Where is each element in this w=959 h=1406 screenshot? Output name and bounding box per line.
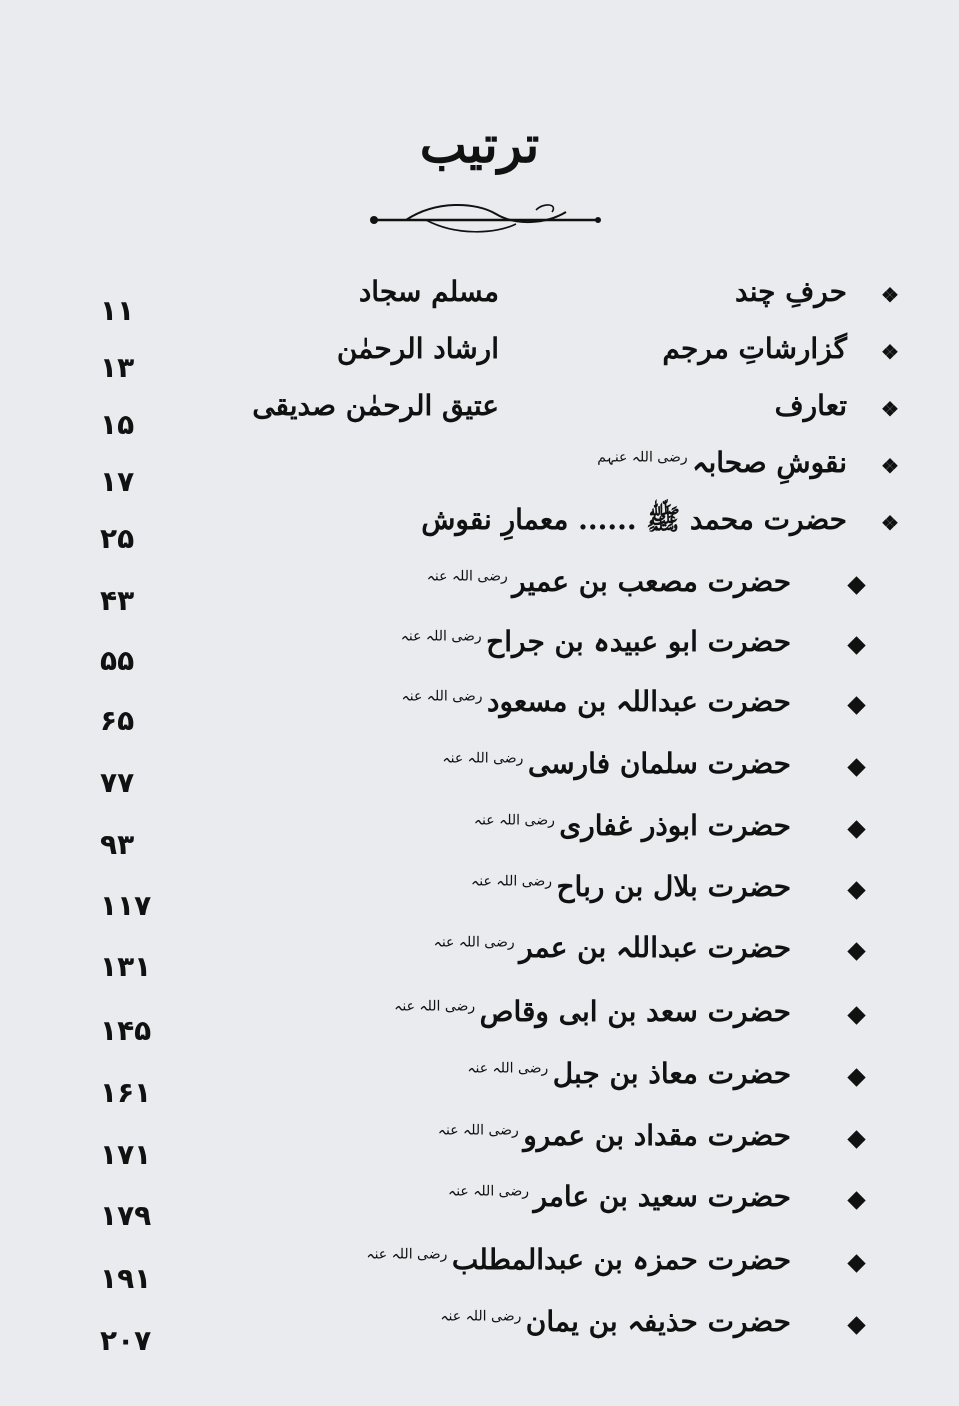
- diamond-bullet-icon: [847, 1068, 865, 1086]
- toc-entry-title: [735, 274, 847, 310]
- toc-page-number: ۲۰۷: [100, 1324, 152, 1357]
- toc-entry-title: [427, 564, 791, 600]
- toc-entry-title: [401, 624, 791, 660]
- toc-entry-title-text: حضرت بلال بن رباح: [556, 870, 791, 903]
- toc-entry-title: [402, 684, 791, 720]
- toc-page-number: ۲۵: [100, 522, 135, 555]
- toc-entry-title-text: حضرت سعد بن ابی وقاص: [479, 995, 791, 1028]
- diamond-bullet-icon: [847, 696, 865, 714]
- toc-entry-title: [467, 1056, 791, 1092]
- toc-entry-author: عتیق الرحمٰن صدیقی: [252, 389, 499, 422]
- toc-entry: [0, 560, 959, 616]
- honorific: رضی اللہ عنہ: [473, 812, 560, 829]
- toc-entry-author: ارشاد الرحمٰن: [336, 332, 499, 365]
- diamond-bullet-icon: [847, 758, 865, 776]
- honorific: رضی اللہ عنہ: [394, 998, 480, 1015]
- toc-entry-title-text: حضرت عبداللہ بن عمر: [519, 931, 791, 964]
- toc-entry: [0, 1114, 959, 1170]
- toc-entry: [0, 865, 959, 921]
- toc-entry-title-text: حضرت مقداد بن عمرو: [523, 1119, 791, 1152]
- toc-entry-title-text: حضرت معاذ بن جبل: [552, 1057, 791, 1090]
- toc-entry: [0, 742, 959, 798]
- toc-entry-author: مسلم سجاد: [358, 275, 499, 308]
- honorific: رضی اللہ عنہ: [471, 873, 557, 890]
- toc-entry-title: [448, 1179, 791, 1215]
- honorific: رضی اللہ عنہ: [440, 1308, 526, 1325]
- diamond-bullet-icon: [847, 820, 865, 838]
- toc-entry-title: [366, 1242, 791, 1278]
- honorific: رضی اللہ عنہ: [442, 750, 528, 767]
- ornament-bullet-icon: ❖: [881, 283, 899, 307]
- toc-entry-title: [471, 869, 791, 905]
- honorific: رضی اللہ عنہ: [433, 934, 520, 951]
- toc-page-number: ۱۴۵: [100, 1014, 152, 1047]
- toc-entry: [0, 1300, 959, 1356]
- toc-entry: [0, 804, 959, 860]
- toc-entry-title: [440, 1304, 791, 1340]
- honorific: رضی اللہ عنہ: [426, 568, 513, 585]
- ornament-bullet-icon: ❖: [881, 340, 899, 364]
- toc-entry-title-text: حضرت محمد ﷺ ...... معمارِ نقوش: [421, 503, 847, 536]
- toc-entry-title-text: حضرت ابوذر غفاری: [559, 809, 791, 842]
- toc-entry: [0, 498, 959, 554]
- honorific: رضی اللہ عنہ: [366, 1246, 452, 1263]
- ornament-bullet-icon: ❖: [881, 511, 899, 535]
- toc-entry: [0, 1175, 959, 1231]
- toc-entry-title-text: حضرت ابو عبیدہ بن جراح: [486, 625, 791, 658]
- toc-entry-title: [442, 746, 791, 782]
- ornament-bullet-icon: ❖: [881, 397, 899, 421]
- diamond-bullet-icon: [847, 1254, 865, 1272]
- diamond-bullet-icon: [847, 1130, 865, 1148]
- toc-entry-title-text: حضرت سعید بن عامر: [533, 1180, 791, 1213]
- toc-entry: [0, 384, 959, 440]
- toc-page-number: ۷۷: [100, 766, 135, 799]
- diamond-bullet-icon: [847, 881, 865, 899]
- toc-page-number: ۱۳: [100, 351, 135, 384]
- toc-page-number: ۱۱۷: [100, 889, 152, 922]
- honorific: رضی اللہ عنہ: [401, 688, 487, 705]
- toc-page-number: ۱۷۹: [100, 1199, 152, 1232]
- diamond-bullet-icon: [847, 1006, 865, 1024]
- toc-entry-title-text: گزارشاتِ مرجم: [662, 332, 847, 365]
- title-ornament: [366, 190, 606, 240]
- toc-entry: [0, 327, 959, 383]
- toc-page-number: ۶۵: [100, 704, 135, 737]
- toc-entry-title-text: حضرت سلمان فارسی: [527, 747, 791, 780]
- toc-entry-title-text: حضرت مصعب بن عمیر: [512, 565, 791, 598]
- toc-entry-title-text: حضرت عبداللہ بن مسعود: [486, 685, 791, 718]
- toc-page-number: ۱۵: [100, 408, 135, 441]
- toc-page-number: ۱۳۱: [100, 950, 152, 983]
- honorific: رضی اللہ عنہ: [437, 1122, 524, 1139]
- ornament-bullet-icon: ❖: [881, 454, 899, 478]
- toc-entry-title: [421, 502, 847, 538]
- toc-entry-title: [597, 445, 847, 481]
- toc-entry-title-text: حرفِ چند: [735, 275, 847, 308]
- toc-page-number: ۴۳: [100, 584, 135, 617]
- toc-entry-title-text: تعارف: [774, 389, 847, 422]
- toc-entry-title: [474, 808, 791, 844]
- toc-entry: [0, 680, 959, 736]
- toc-page-number: ۱۱: [100, 294, 135, 327]
- toc-entry: [0, 926, 959, 982]
- toc-entry: [0, 620, 959, 676]
- toc-entry: [0, 270, 959, 326]
- toc-entry-title-text: حضرت حذیفہ بن یمان: [525, 1305, 791, 1338]
- toc-entry: [0, 990, 959, 1046]
- page-title: ترتیب: [419, 115, 540, 174]
- toc-entry-title: [434, 930, 791, 966]
- diamond-bullet-icon: [847, 636, 865, 654]
- diamond-bullet-icon: [847, 1191, 865, 1209]
- honorific: رضی اللہ عنہم: [597, 449, 693, 466]
- toc-entry-title: [394, 994, 791, 1030]
- toc-entry-title-text: حضرت حمزہ بن عبدالمطلب: [451, 1243, 791, 1276]
- toc-page-number: ۱۶۱: [100, 1076, 152, 1109]
- toc-entry-title: [775, 388, 847, 424]
- toc-page-number: ۹۳: [100, 828, 135, 861]
- honorific: رضی اللہ عنہ: [467, 1060, 553, 1077]
- toc-page-number: ۱۷۱: [100, 1138, 152, 1171]
- toc-entry: [0, 441, 959, 497]
- toc-entry-title-text: نقوشِ صحابہ: [692, 446, 847, 479]
- diamond-bullet-icon: [847, 942, 865, 960]
- toc-page-number: ۵۵: [100, 644, 135, 677]
- honorific: رضی اللہ عنہ: [400, 628, 487, 645]
- toc-entry-title: [662, 331, 847, 367]
- toc-entry: [0, 1052, 959, 1108]
- toc-page-number: ۱۹۱: [100, 1262, 152, 1295]
- toc-entry: [0, 1238, 959, 1294]
- diamond-bullet-icon: [847, 576, 865, 594]
- honorific: رضی اللہ عنہ: [447, 1183, 534, 1200]
- toc-page-number: ۱۷: [100, 465, 135, 498]
- toc-entry-title: [438, 1118, 791, 1154]
- diamond-bullet-icon: [847, 1316, 865, 1334]
